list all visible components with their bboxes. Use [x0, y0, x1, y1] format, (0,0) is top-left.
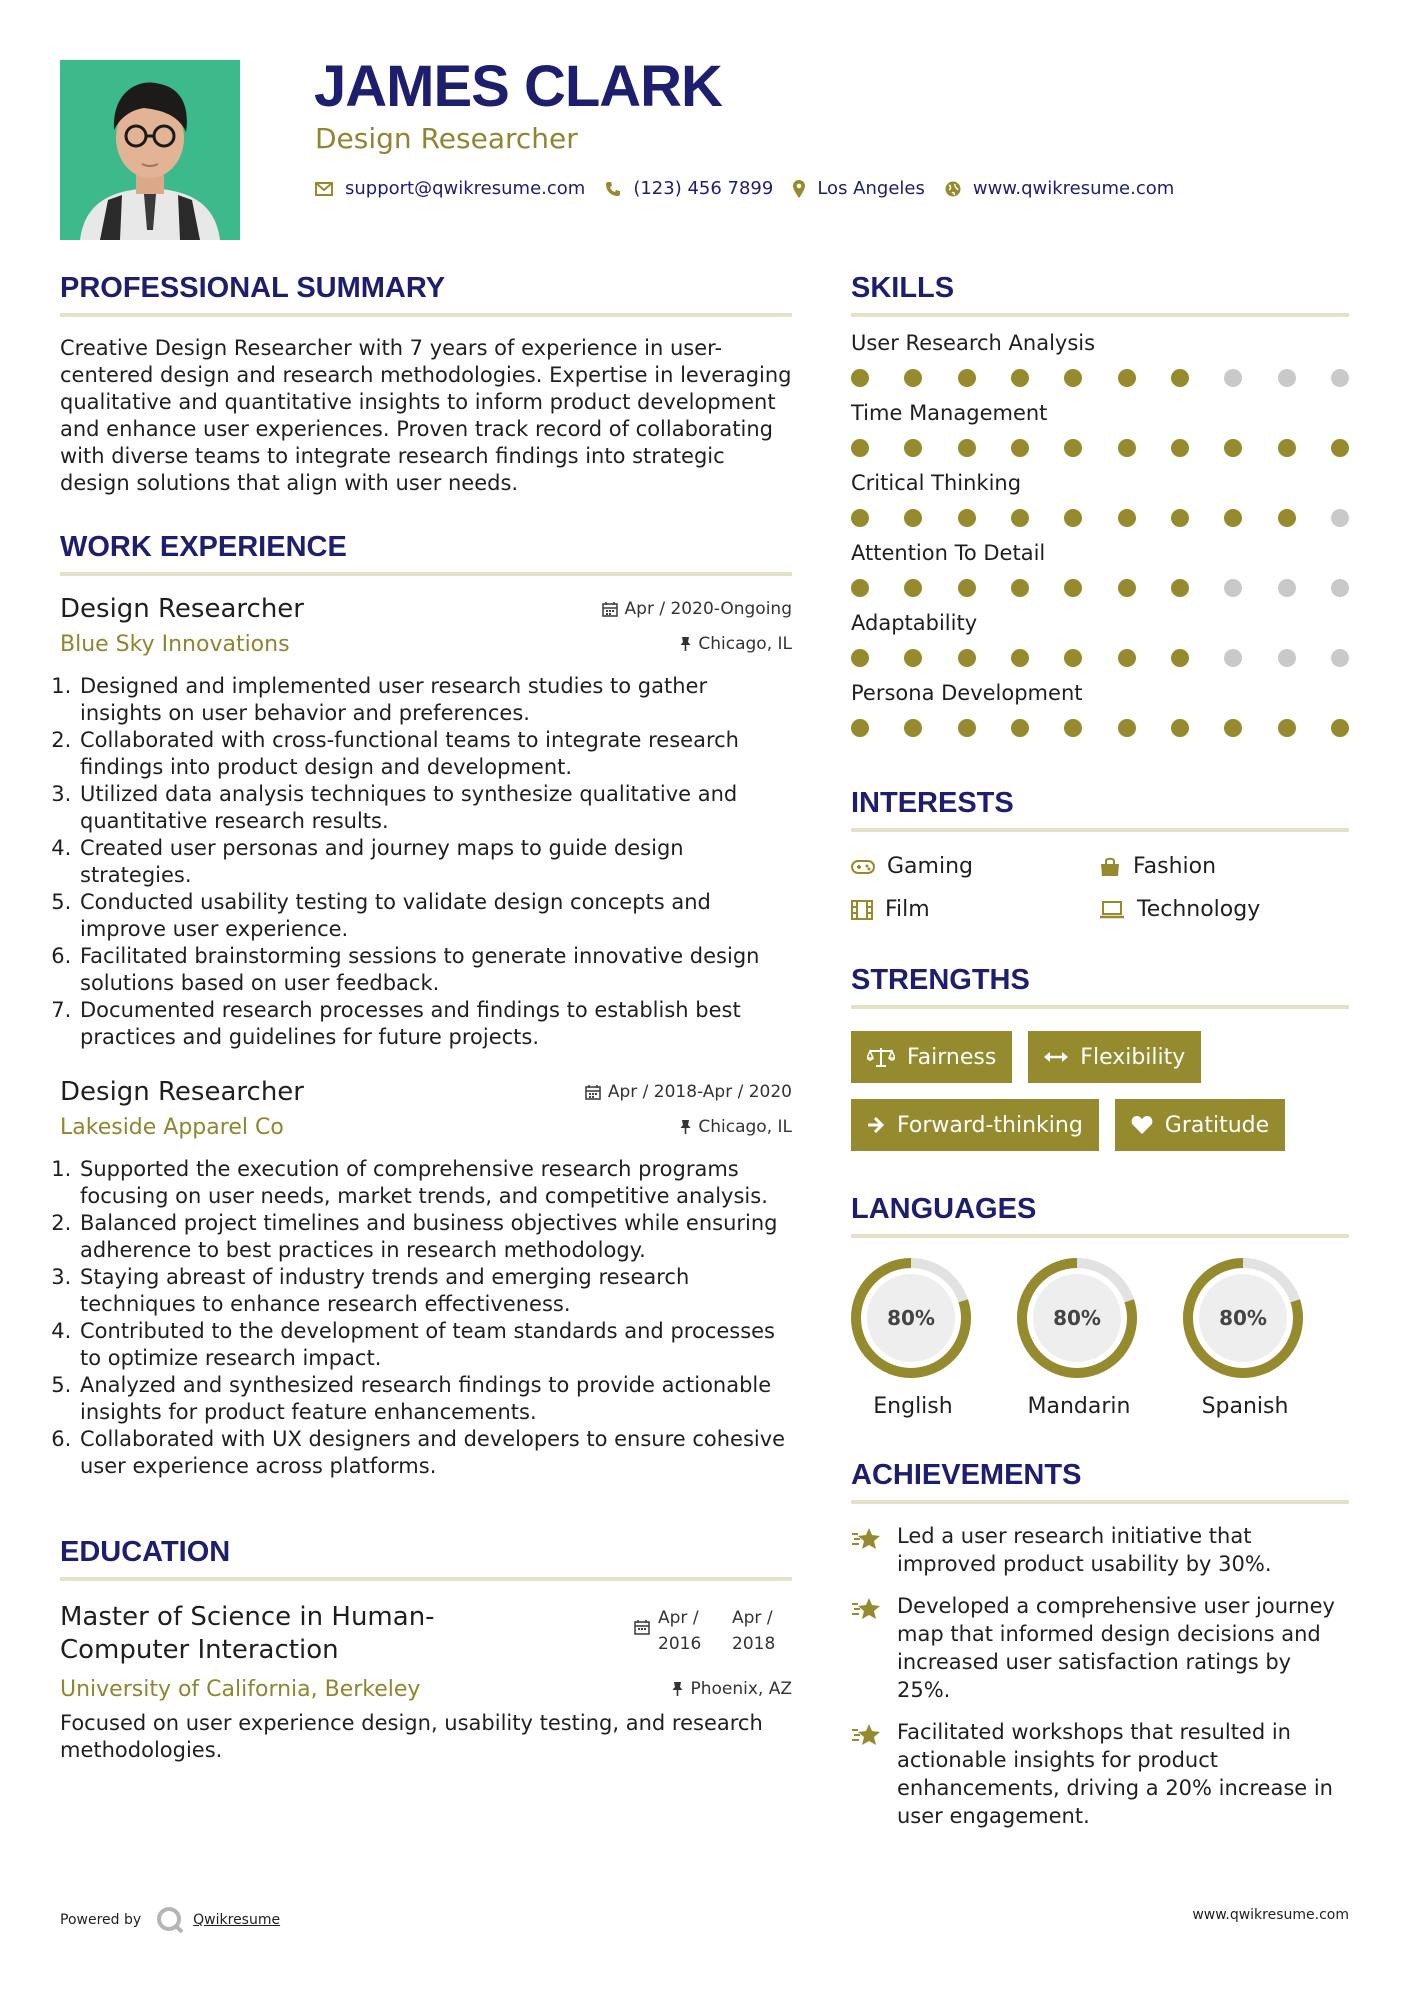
rating-dot-filled [904, 579, 922, 597]
contact-location [793, 178, 925, 199]
education-description: Focused on user experience design, usability testing, and research methodologies. [60, 1711, 763, 1762]
duty-item: 5. Conducted usability testing to validate design concepts and improve user experience. [78, 889, 792, 943]
rating-dot-filled [1118, 509, 1136, 527]
summary-text: Creative Design Researcher with 7 years of experience in user-centered design and research methodologies. Expertise in leveraging qualitative and quantitative insights to inform product development and enhance user experiences. Proven track record of collaborating with diverse teams to integrate research findings into strategic design solutions that align with user needs. [60, 336, 792, 495]
rating-dot-filled [1171, 509, 1189, 527]
skill-name: Persona Development [851, 681, 1083, 705]
rating-dot-empty [1224, 369, 1242, 387]
education-end: Apr / 2018 [732, 1608, 776, 1654]
strength-badge [851, 1031, 1012, 1083]
rating-dot-filled [851, 649, 869, 667]
language-name: Spanish [1201, 1394, 1289, 1419]
languages-section [851, 1193, 1349, 1419]
skill-rating [851, 649, 1349, 667]
phone-icon [605, 181, 621, 197]
rating-dot-filled [1224, 509, 1242, 527]
skill-rating [851, 719, 1349, 737]
rating-dot-empty [1331, 649, 1349, 667]
map-pin-icon [793, 180, 805, 198]
language-name: English [873, 1394, 953, 1419]
job-entry [60, 1077, 792, 1480]
duty-item: 3. Utilized data analysis techniques to synthesize qualitative and quantitative research results. [78, 781, 792, 835]
footer-site[interactable]: www.qwikresume.com [1192, 1907, 1349, 1923]
strength-badge [1028, 1031, 1201, 1083]
rating-dot-filled [1171, 369, 1189, 387]
skill-item [851, 401, 1349, 457]
achievement-text: Led a user research initiative that improved product usability by 30%. [897, 1524, 1272, 1576]
rating-dot-empty [1278, 369, 1296, 387]
education-section [60, 1536, 792, 1764]
rating-dot-empty [1331, 579, 1349, 597]
strength-label: Flexibility [1080, 1044, 1186, 1070]
star-award-icon [851, 1596, 883, 1622]
qwikresume-link[interactable]: Qwikresume [193, 1912, 281, 1928]
arrows-horizontal-icon [1044, 1051, 1068, 1063]
rating-dot-filled [958, 579, 976, 597]
rating-dot-filled [851, 579, 869, 597]
rating-dot-filled [851, 369, 869, 387]
duty-list [60, 1156, 792, 1480]
experience-section [60, 531, 792, 1480]
shopping-bag-icon [1099, 857, 1121, 877]
contact-email[interactable] [315, 178, 585, 199]
rating-dot-filled [1118, 579, 1136, 597]
rating-dot-filled [904, 509, 922, 527]
achievements-section [851, 1459, 1349, 1830]
interest-item [1099, 854, 1349, 879]
skill-item [851, 611, 1349, 667]
rating-dot-filled [1278, 439, 1296, 457]
rating-dot-empty [1224, 579, 1242, 597]
duty-item: 6. Collaborated with UX designers and developers to ensure cohesive user experience across platforms. [78, 1426, 792, 1480]
rating-dot-filled [958, 369, 976, 387]
film-icon [851, 900, 873, 920]
website-text: www.qwikresume.com [972, 178, 1175, 199]
duty-item: 6. Facilitated brainstorming sessions to generate innovative design solutions based on user feedback. [78, 943, 792, 997]
school-location [672, 1679, 792, 1699]
skills-heading: SKILLS [851, 272, 1349, 317]
rating-dot-filled [1064, 649, 1082, 667]
rating-dot-empty [1331, 509, 1349, 527]
rating-dot-filled [1118, 649, 1136, 667]
rating-dot-filled [1011, 579, 1029, 597]
achievement-text: Developed a comprehensive user journey map that informed design decisions and increased user satisfaction ratings by 25%. [897, 1594, 1335, 1702]
interest-label: Fashion [1133, 854, 1217, 879]
skill-rating [851, 369, 1349, 387]
location-text: Los Angeles [817, 178, 925, 199]
gamepad-icon [851, 859, 875, 875]
pushpin-icon [672, 1681, 683, 1696]
duty-item: 7. Documented research processes and findings to establish best practices and guidelines for future projects. [78, 997, 792, 1051]
language-donut [1015, 1256, 1139, 1380]
pushpin-icon [680, 1119, 691, 1134]
skill-name: User Research Analysis [851, 331, 1096, 355]
envelope-icon [315, 182, 333, 196]
rating-dot-filled [1224, 439, 1242, 457]
duty-item: 2. Balanced project timelines and business objectives while ensuring adherence to best practices in research methodology. [78, 1210, 792, 1264]
qwikresume-logo-icon [155, 1905, 185, 1935]
rating-dot-filled [1064, 579, 1082, 597]
language-donut [1181, 1256, 1305, 1380]
duty-item: 5. Analyzed and synthesized research findings to provide actionable insights for product feature enhancements. [78, 1372, 792, 1426]
rating-dot-filled [1011, 719, 1029, 737]
rating-dot-filled [904, 439, 922, 457]
duty-item: 4. Created user personas and journey maps to guide design strategies. [78, 835, 792, 889]
summary-section [60, 272, 792, 497]
laptop-icon [1099, 901, 1125, 919]
candidate-title: Design Researcher [315, 122, 578, 155]
interest-item [1099, 897, 1349, 922]
interests-grid [851, 854, 1349, 922]
pushpin-icon [680, 636, 691, 651]
job-location [680, 1117, 792, 1137]
interest-label: Gaming [887, 854, 973, 879]
duty-list [60, 673, 792, 1051]
company-name: Blue Sky Innovations [60, 632, 290, 657]
experience-heading: WORK EXPERIENCE [60, 531, 792, 576]
rating-dot-filled [958, 509, 976, 527]
globe-icon [945, 181, 961, 197]
rating-dot-filled [904, 649, 922, 667]
rating-dot-filled [1171, 579, 1189, 597]
phone-text: (123) 456 7899 [633, 178, 774, 199]
job-date-text: Apr / 2020-Ongoing [624, 599, 792, 619]
job-date [602, 599, 792, 619]
job-location-text: Chicago, IL [698, 1116, 792, 1137]
interests-heading: INTERESTS [851, 787, 1349, 832]
rating-dot-filled [1224, 719, 1242, 737]
skill-name: Time Management [851, 401, 1048, 425]
duty-item: 1. Supported the execution of comprehensive research programs focusing on user needs, market trends, and competitive analysis. [78, 1156, 792, 1210]
duty-item: 2. Collaborated with cross-functional teams to integrate research findings into product design and development. [78, 727, 792, 781]
school-name: University of California, Berkeley [60, 1677, 421, 1702]
languages-heading: LANGUAGES [851, 1193, 1349, 1238]
strength-label: Gratitude [1164, 1112, 1270, 1138]
contact-website[interactable] [945, 178, 1174, 199]
skill-rating [851, 439, 1349, 457]
skill-item [851, 541, 1349, 597]
language-item [1017, 1256, 1183, 1419]
achievement-list [851, 1522, 1349, 1830]
language-percent: 80% [1053, 1306, 1101, 1330]
achievements-heading: ACHIEVEMENTS [851, 1459, 1349, 1504]
job-entry [60, 594, 792, 1051]
footer-powered-by [60, 1905, 280, 1935]
language-percent: 80% [887, 1306, 935, 1330]
star-award-icon [851, 1722, 883, 1748]
strength-badge [1115, 1099, 1285, 1151]
job-location-text: Chicago, IL [698, 633, 792, 654]
school-location-text: Phoenix, AZ [690, 1678, 792, 1699]
email-text: support@qwikresume.com [345, 178, 586, 199]
skill-item [851, 471, 1349, 527]
rating-dot-filled [1011, 439, 1029, 457]
interest-label: Technology [1137, 897, 1261, 922]
strength-label: Forward-thinking [897, 1112, 1083, 1138]
calendar-icon [634, 1619, 650, 1635]
heart-icon [1131, 1115, 1153, 1135]
rating-dot-filled [1064, 509, 1082, 527]
skills-list [851, 331, 1349, 737]
achievement-text: Facilitated workshops that resulted in actionable insights for product enhancements, driving a 20% increase in user engagement. [897, 1720, 1333, 1828]
interest-item [851, 897, 1099, 922]
rating-dot-filled [851, 439, 869, 457]
rating-dot-filled [904, 719, 922, 737]
skill-rating [851, 579, 1349, 597]
job-date-text: Apr / 2018-Apr / 2020 [607, 1082, 792, 1102]
rating-dot-filled [1278, 509, 1296, 527]
right-column [851, 272, 1349, 1830]
rating-dot-filled [1011, 649, 1029, 667]
education-heading: EDUCATION [60, 1536, 792, 1581]
duty-item: 4. Contributed to the development of team standards and processes to optimize research impact. [78, 1318, 792, 1372]
rating-dot-filled [851, 509, 869, 527]
contact-phone[interactable] [605, 178, 773, 199]
rating-dot-filled [1011, 509, 1029, 527]
education-dates [634, 1605, 792, 1667]
job-title: Design Researcher [60, 594, 304, 624]
rating-dot-filled [958, 649, 976, 667]
skill-name: Attention To Detail [851, 541, 1046, 565]
calendar-icon [585, 1084, 601, 1100]
rating-dot-filled [1064, 369, 1082, 387]
rating-dot-filled [1331, 439, 1349, 457]
achievement-item [851, 1718, 1349, 1830]
job-location [680, 634, 792, 654]
strength-label: Fairness [907, 1044, 997, 1070]
skill-item [851, 331, 1349, 387]
skills-section [851, 272, 1349, 737]
interests-section [851, 787, 1349, 922]
rating-dot-empty [1224, 649, 1242, 667]
language-percent: 80% [1219, 1306, 1267, 1330]
language-item [1183, 1256, 1349, 1419]
arrow-right-icon [867, 1116, 885, 1134]
skill-name: Adaptability [851, 611, 978, 635]
left-column [60, 272, 792, 1764]
job-title: Design Researcher [60, 1077, 304, 1107]
rating-dot-filled [1171, 649, 1189, 667]
rating-dot-empty [1278, 579, 1296, 597]
rating-dot-filled [1118, 719, 1136, 737]
skill-item [851, 681, 1349, 737]
skill-name: Critical Thinking [851, 471, 1022, 495]
strength-badge [851, 1099, 1099, 1151]
contact-bar [315, 178, 1194, 199]
strengths-list [851, 1031, 1349, 1151]
rating-dot-empty [1331, 369, 1349, 387]
strengths-section [851, 964, 1349, 1151]
rating-dot-empty [1278, 649, 1296, 667]
interest-item [851, 854, 1099, 879]
achievement-item [851, 1592, 1349, 1704]
rating-dot-filled [1171, 439, 1189, 457]
skill-rating [851, 509, 1349, 527]
rating-dot-filled [1278, 719, 1296, 737]
powered-by-text: Powered by [60, 1912, 142, 1928]
job-date [585, 1082, 792, 1102]
degree-name: Master of Science in Human-Computer Interaction [60, 1602, 435, 1665]
rating-dot-filled [1011, 369, 1029, 387]
achievement-item [851, 1522, 1349, 1578]
interest-label: Film [885, 897, 930, 922]
rating-dot-filled [1118, 439, 1136, 457]
rating-dot-filled [851, 719, 869, 737]
rating-dot-filled [1064, 439, 1082, 457]
calendar-icon [602, 601, 618, 617]
languages-list [851, 1256, 1349, 1419]
duty-item: 1. Designed and implemented user research studies to gather insights on user behavior and preferences. [78, 673, 792, 727]
rating-dot-filled [1118, 369, 1136, 387]
language-donut [849, 1256, 973, 1380]
education-start: Apr / 2016 [658, 1608, 702, 1654]
rating-dot-filled [958, 719, 976, 737]
star-award-icon [851, 1526, 883, 1552]
duty-item: 3. Staying abreast of industry trends and emerging research techniques to enhance research effectiveness. [78, 1264, 792, 1318]
rating-dot-filled [958, 439, 976, 457]
summary-heading: PROFESSIONAL SUMMARY [60, 272, 792, 317]
profile-photo [60, 60, 240, 240]
language-item [851, 1256, 1017, 1419]
rating-dot-filled [1331, 719, 1349, 737]
rating-dot-filled [1171, 719, 1189, 737]
strengths-heading: STRENGTHS [851, 964, 1349, 1009]
company-name: Lakeside Apparel Co [60, 1115, 284, 1140]
candidate-name: JAMES CLARK [314, 54, 722, 119]
rating-dot-filled [904, 369, 922, 387]
language-name: Mandarin [1027, 1394, 1131, 1419]
balance-scale-icon [867, 1046, 895, 1068]
rating-dot-filled [1064, 719, 1082, 737]
